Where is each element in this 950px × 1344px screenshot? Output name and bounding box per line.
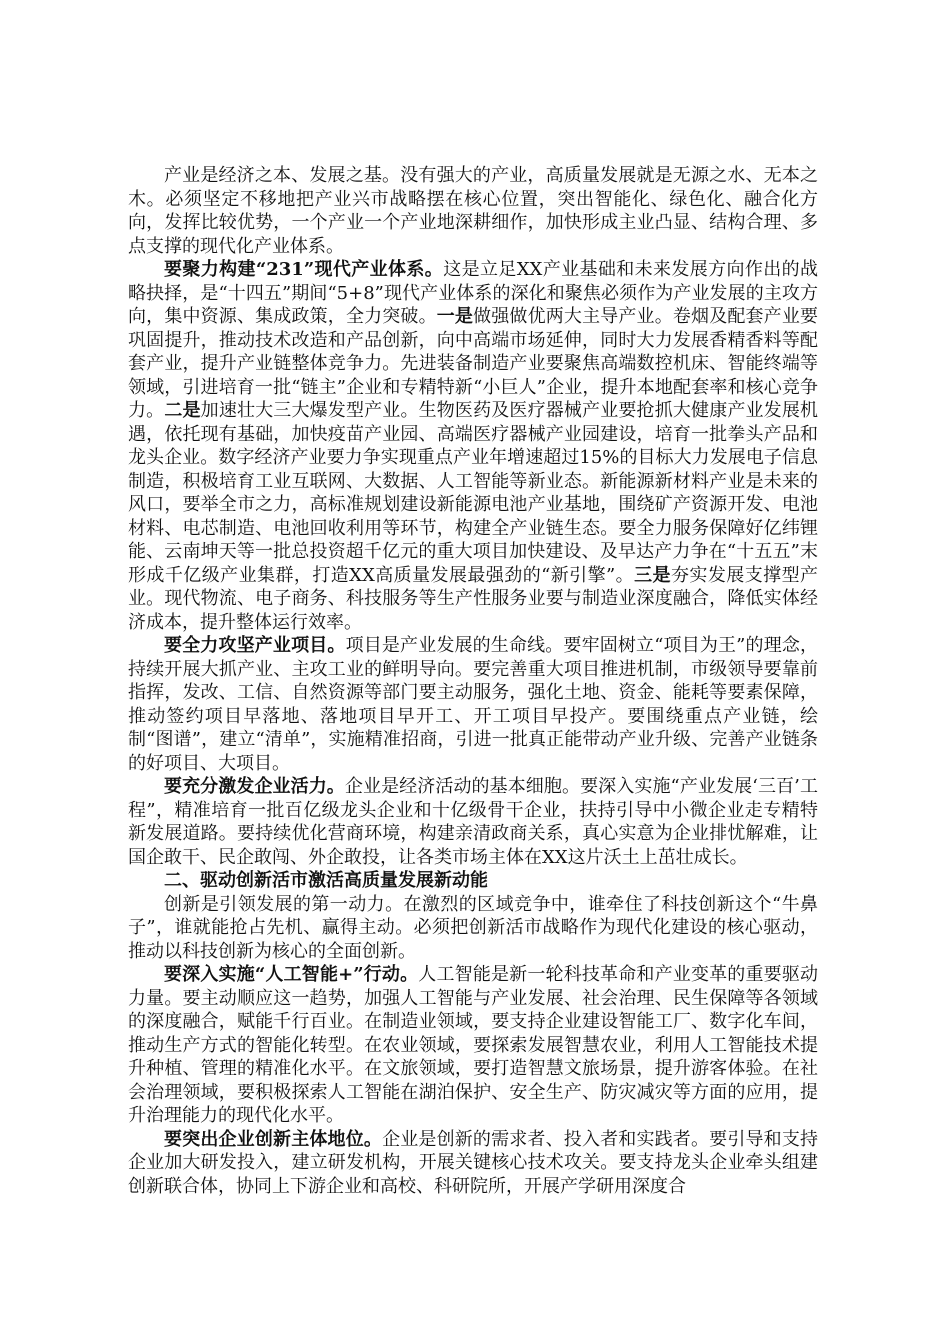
section-2-heading: 二、驱动创新活市激活高质量发展新动能	[164, 870, 488, 891]
enterprise-text: 企业是经济活动的基本细胞。要深入实施“产业发展‘三百’工程”，精准培育一批百亿级龙头企业和十亿级骨干企业，扶持引导中小微企业走专精特新发展道路。要持续优化营商环境，构建亲清政商关系，真心实意为企业排忧解难，让国企敢干、民企敢闯、外企敢投，让各类市场主体在XX这片沃土上茁壮成长。	[128, 776, 818, 868]
projects-paragraph	[128, 634, 818, 775]
ai-paragraph	[128, 963, 818, 1128]
intro-paragraph	[128, 164, 818, 258]
ordinal-third: 三是	[634, 564, 671, 586]
projects-text: 项目是产业发展的生命线。要牢固树立“项目为王”的理念，持续开展大抓产业、主攻工业的鲜明导向。要完善重大项目推进机制，市级领导要靠前指挥，发改、工信、自然资源等部门要主动服务，强化土地、资金、能耗等要素保障，推动签约项目早落地、落地项目早开工、开工项目早投产。要围绕重点产业链，绘制“图谱”，建立“清单”，实施精准招商，引进一批真正能带动产业升级、完善产业链条的好项目、大项目。	[128, 635, 819, 774]
innovation-paragraph	[128, 1128, 818, 1199]
section-2-intro-text: 创新是引领发展的第一动力。在激烈的区域竞争中，谁牵住了科技创新这个“牛鼻子”，谁就能抢占先机、赢得主动。必须把创新活市战略作为现代化建设的核心驱动，推动以科技创新为核心的全面创新。	[128, 893, 818, 962]
industry-system-text-1: 这是立足XX产业基础和未来发展方向作出的战略抉择，是“十四五”期间“5+8”现代产业体系的深化和聚焦必须作为产业发展的主攻方向，集中资源、集成政策，全力突破。	[128, 259, 818, 327]
document-body	[128, 164, 818, 1198]
industry-system-paragraph	[128, 258, 818, 634]
innovation-lead: 要突出企业创新主体地位。	[164, 1128, 383, 1150]
projects-lead: 要全力攻坚产业项目。	[164, 635, 346, 656]
industry-system-lead: 要聚力构建“231”现代产业体系。	[164, 259, 444, 280]
intro-text: 产业是经济之本、发展之基。没有强大的产业，高质量发展就是无源之水、无本之木。必须坚定不移地把产业兴市战略摆在核心位置，突出智能化、绿色化、融合化方向，发挥比较优势，一个产业一个产业地深耕细作，加快形成主业凸显、结构合理、多点支撑的现代化产业体系。	[128, 165, 818, 257]
section-2-intro-paragraph	[128, 893, 818, 964]
industry-system-text-4: 夯实发展支撑型产业。现代物流、电子商务、科技服务等生产性服务业要与制造业深度融合，降低实体经济成本，提升整体运行效率。	[128, 564, 819, 633]
enterprise-lead: 要充分激发企业活力。	[164, 776, 345, 797]
innovation-text: 企业是创新的需求者、投入者和实践者。要引导和支持企业加大研发投入，建立研发机构，开展关键核心技术攻关。要支持龙头企业牵头组建创新联合体，协同上下游企业和高校、科研院所，开展产学研用深度合	[128, 1128, 819, 1197]
industry-system-text-3: 加速壮大三大爆发型产业。生物医药及医疗器械产业要抢抓大健康产业发展机遇，依托现有基础，加快疫苗产业园、高端医疗器械产业园建设，培育一批拳头产品和龙头企业。数字经济产业要力争实现重点产业年增速超过15%的目标大力发展电子信息制造，积极培育工业互联网、大数据、人工智能等新业态。新能源新材料产业是未来的风口，要举全市之力，高标准规划建设新能源电池产业基地，围绕矿产资源开发、电池材料、电芯制造、电池回收利用等环节，构建全产业链生态。要全力服务保障好亿纬锂能、云南坤天等一批总投资超千亿元的重大项目加快建设、及早达产力争在“十五五”末形成千亿级产业集群，打造XX高质量发展最强劲的“新引擎”。	[128, 400, 819, 586]
ordinal-second: 二是	[164, 400, 201, 421]
enterprise-paragraph	[128, 775, 818, 869]
industry-system-text-2: 做强做优两大主导产业。卷烟及配套产业要巩固提升，推动技术改造和产品创新，向中高端市场延伸，同时大力发展香精香料等配套产业，提升产业链整体竞争力。先进装备制造产业要聚焦高端数控机床、智能终端等领域，引进培育一批“链主”企业和专精特新“小巨人”企业，提升本地配套率和核心竞争力。	[128, 306, 819, 421]
ai-lead: 要深入实施“人工智能+”行动。	[164, 964, 419, 985]
ordinal-first: 一是	[436, 306, 474, 327]
ai-text: 人工智能是新一轮科技革命和产业变革的重要驱动力量。要主动顺应这一趋势，加强人工智能与产业发展、社会治理、民生保障等各领域的深度融合，赋能千行百业。在制造业领域，要支持企业建设智能工厂、数字化车间，推动生产方式的智能化转型。在农业领域，要探索发展智慧农业，利用人工智能技术提升种植、管理的精准化水平。在文旅领域，要打造智慧文旅场景，提升游客体验。在社会治理领域，要积极探索人工智能在湖泊保护、安全生产、防灾减灾等方面的应用，提升治理能力的现代化水平。	[128, 964, 819, 1126]
